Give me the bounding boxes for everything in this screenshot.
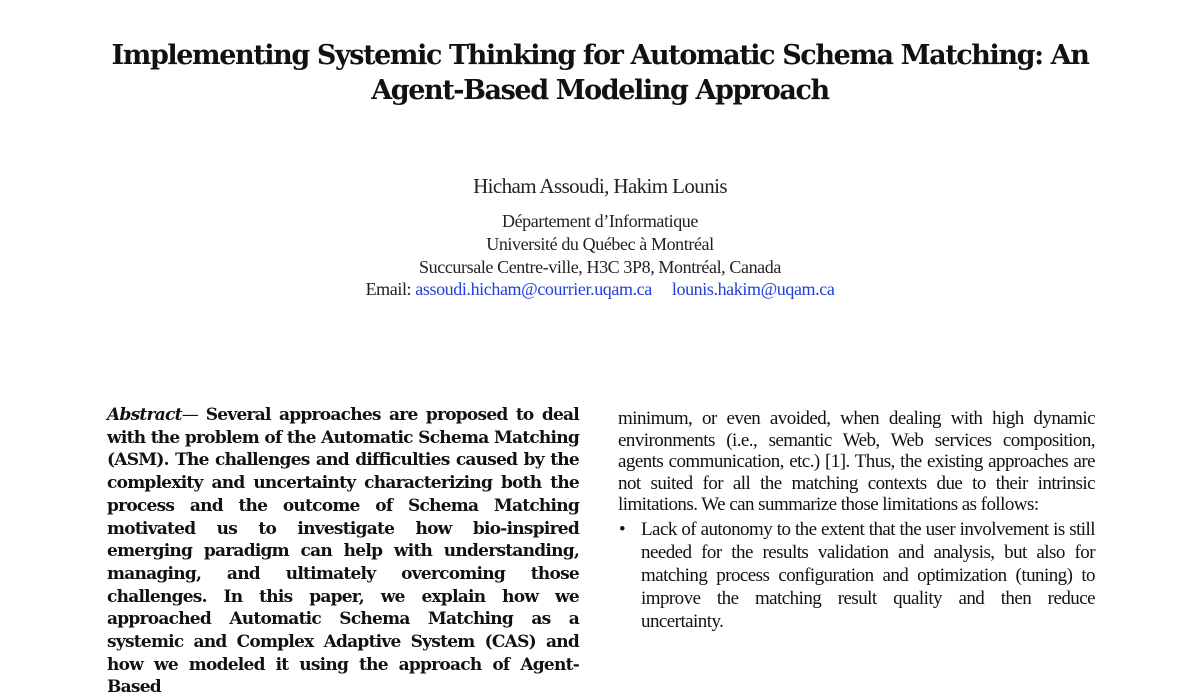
affiliation-address: Succursale Centre-ville, H3C 3P8, Montréal, Canada bbox=[419, 257, 781, 277]
affiliation-email-line bbox=[0, 278, 1200, 300]
bullet-icon: • bbox=[619, 518, 626, 540]
list-item-text: Lack of autonomy to the extent that the user involvement is still needed for the results validation and analysis, but also for matching process configuration and optimization (tuning) to improve the matching result quality and then reduce uncertainty. bbox=[641, 518, 1095, 632]
email-link-lounis[interactable]: lounis.hakim@uqam.ca bbox=[671, 279, 835, 299]
abstract-column bbox=[107, 404, 579, 699]
body-paragraph: minimum, or even avoided, when dealing with high dynamic environments (i.e., semantic Web, Web services composition, agents communication, etc.) [1]. Thus, the existing approaches are not suited for all the matching contexts due to their intrinsic limitations. We can summarize those limitations as follows: bbox=[618, 408, 1095, 515]
email-label: Email: bbox=[365, 279, 412, 299]
limitations-list bbox=[618, 518, 1095, 633]
paper-title: Implementing Systemic Thinking for Automatic Schema Matching: An Agent-Based Modeling Approach bbox=[111, 40, 1089, 106]
abstract-dash: — bbox=[181, 405, 198, 425]
email-link-assoudi[interactable]: assoudi.hicham@courrier.uqam.ca bbox=[415, 279, 652, 299]
affiliation-department: Département d’Informatique bbox=[501, 211, 698, 231]
list-item bbox=[618, 518, 1095, 633]
affiliation-university: Université du Québec à Montréal bbox=[486, 234, 714, 254]
abstract-label: Abstract bbox=[107, 405, 182, 425]
abstract-text: Several approaches are proposed to deal with the problem of the Automatic Schema Matching (ASM). The challenges and difficulties caused by the complexity and uncertainty characterizing both the process and the outcome of Schema Matching motivated us to investigate how bio-inspired emerging paradigm can help with understanding, managing, and ultimately overcoming those challenges. In this paper, we explain how we approached Automatic Schema Matching as a systemic and Complex Adaptive System (CAS) and how we modeled it using the approach of Agent-Based bbox=[107, 405, 580, 698]
author-names: Hicham Assoudi, Hakim Lounis bbox=[473, 174, 727, 198]
body-column-right bbox=[618, 408, 1095, 633]
